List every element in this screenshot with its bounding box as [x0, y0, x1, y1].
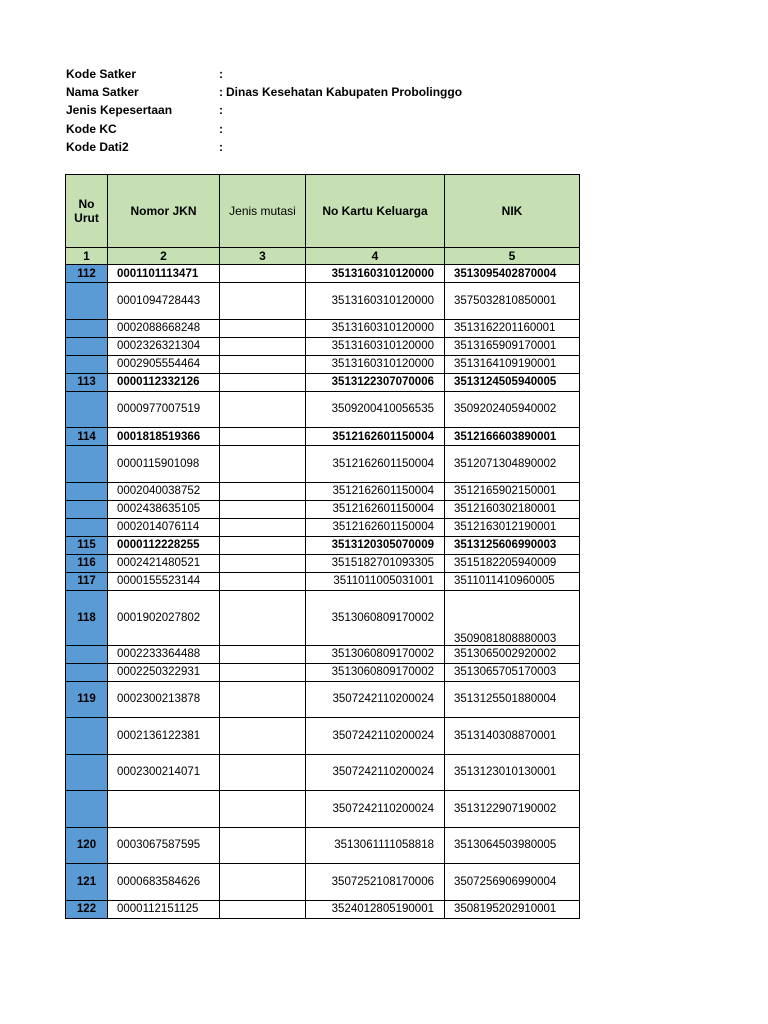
- nomor-jkn-cell: 0000115901098: [108, 446, 220, 483]
- no-urut-cell: 119: [66, 681, 108, 718]
- nik-cell: 3513165909170001: [445, 337, 580, 355]
- nik-cell: 3513122907190002: [445, 791, 580, 828]
- nomor-jkn-cell: 0000112332126: [108, 373, 220, 391]
- no-kartu-keluarga-cell: 3507242110200024: [306, 791, 445, 828]
- nik-cell: 3513064503980005: [445, 827, 580, 864]
- jenis-mutasi-cell: [220, 373, 306, 391]
- meta-sep: :: [219, 121, 223, 136]
- meta-sep: :: [219, 139, 223, 154]
- jenis-mutasi-cell: [220, 355, 306, 373]
- no-kartu-keluarga-cell: 3513160310120000: [306, 283, 445, 320]
- table-row: [66, 572, 580, 590]
- jenis-mutasi-cell: [220, 718, 306, 755]
- nik-cell: 3513125501880004: [445, 681, 580, 718]
- no-urut-cell: 114: [66, 428, 108, 446]
- table-row: [66, 500, 580, 518]
- no-urut-cell: 122: [66, 900, 108, 918]
- no-urut-cell: [66, 446, 108, 483]
- nomor-jkn-cell: 0000683584626: [108, 864, 220, 901]
- header-jenis-mutasi: Jenis mutasi: [220, 175, 306, 248]
- meta-sep: :: [219, 103, 223, 118]
- table-row: [66, 663, 580, 681]
- table-row: [66, 518, 580, 536]
- jenis-mutasi-cell: [220, 265, 306, 283]
- column-number: 1: [66, 248, 108, 265]
- table-row: [66, 355, 580, 373]
- no-kartu-keluarga-cell: 3507242110200024: [306, 718, 445, 755]
- jenis-mutasi-cell: [220, 754, 306, 791]
- nik-cell: 3515182205940009: [445, 554, 580, 572]
- no-urut-cell: 113: [66, 373, 108, 391]
- no-kartu-keluarga-cell: 3513060809170002: [306, 663, 445, 681]
- no-kartu-keluarga-cell: 3513160310120000: [306, 337, 445, 355]
- no-kartu-keluarga-cell: 3513160310120000: [306, 355, 445, 373]
- nik-cell: 3512071304890002: [445, 446, 580, 483]
- jenis-mutasi-cell: [220, 663, 306, 681]
- jenis-mutasi-cell: [220, 645, 306, 663]
- nik-cell: 3513065705170003: [445, 663, 580, 681]
- table-row: [66, 754, 580, 791]
- jenis-mutasi-cell: [220, 681, 306, 718]
- jenis-mutasi-cell: [220, 428, 306, 446]
- nik-cell: 3513065002920002: [445, 645, 580, 663]
- jenis-mutasi-cell: [220, 518, 306, 536]
- no-kartu-keluarga-cell: 3513160310120000: [306, 265, 445, 283]
- nik-cell: 3513095402870004: [445, 265, 580, 283]
- table-row: [66, 827, 580, 864]
- no-urut-cell: [66, 518, 108, 536]
- nomor-jkn-cell: 0002300213878: [108, 681, 220, 718]
- no-kartu-keluarga-cell: 3509200410056535: [306, 391, 445, 428]
- nomor-jkn-cell: 0002300214071: [108, 754, 220, 791]
- meta-label: Kode Satker: [66, 67, 137, 81]
- no-urut-cell: 116: [66, 554, 108, 572]
- nomor-jkn-cell: 0001902027802: [108, 590, 220, 645]
- no-urut-cell: 115: [66, 536, 108, 554]
- no-urut-cell: [66, 718, 108, 755]
- meta-label: Kode Dati2: [66, 139, 129, 154]
- table-row: [66, 446, 580, 483]
- column-number: 2: [108, 248, 220, 265]
- nomor-jkn-cell: 0002040038752: [108, 482, 220, 500]
- no-urut-cell: [66, 319, 108, 337]
- table-row: [66, 554, 580, 572]
- no-urut-cell: 117: [66, 572, 108, 590]
- jenis-mutasi-cell: [220, 827, 306, 864]
- no-kartu-keluarga-cell: 3513160310120000: [306, 319, 445, 337]
- meta-sep: :: [219, 85, 223, 100]
- no-urut-cell: [66, 663, 108, 681]
- column-number: 5: [445, 248, 580, 265]
- nomor-jkn-cell: 0002905554464: [108, 355, 220, 373]
- no-kartu-keluarga-cell: 3513122307070006: [306, 373, 445, 391]
- table-row: [66, 283, 580, 320]
- table-row: [66, 791, 580, 828]
- jenis-mutasi-cell: [220, 500, 306, 518]
- no-kartu-keluarga-cell: 3507252108170006: [306, 864, 445, 901]
- no-kartu-keluarga-cell: 3512162601150004: [306, 428, 445, 446]
- no-urut-cell: 121: [66, 864, 108, 901]
- nik-cell: 3512165902150001: [445, 482, 580, 500]
- no-kartu-keluarga-cell: 3524012805190001: [306, 900, 445, 918]
- nik-cell: 3509081808880003: [445, 590, 580, 645]
- no-urut-cell: 120: [66, 827, 108, 864]
- no-kartu-keluarga-cell: 3511011005031001: [306, 572, 445, 590]
- jenis-mutasi-cell: [220, 319, 306, 337]
- table-row: [66, 590, 580, 645]
- table-row: [66, 900, 580, 918]
- no-urut-cell: 112: [66, 265, 108, 283]
- nik-cell: 3513140308870001: [445, 718, 580, 755]
- no-urut-cell: [66, 754, 108, 791]
- nik-cell: 3513123010130001: [445, 754, 580, 791]
- nomor-jkn-cell: 0003067587595: [108, 827, 220, 864]
- table-row: [66, 681, 580, 718]
- no-kartu-keluarga-cell: 3512162601150004: [306, 446, 445, 483]
- nomor-jkn-cell: 0000112228255: [108, 536, 220, 554]
- nomor-jkn-cell: [108, 791, 220, 828]
- nomor-jkn-cell: 0002326321304: [108, 337, 220, 355]
- nomor-jkn-cell: 0002136122381: [108, 718, 220, 755]
- nomor-jkn-cell: 0001101113471: [108, 265, 220, 283]
- no-kartu-keluarga-cell: 3513060809170002: [306, 645, 445, 663]
- nomor-jkn-cell: 0002438635105: [108, 500, 220, 518]
- no-kartu-keluarga-cell: 3512162601150004: [306, 518, 445, 536]
- header-nomor-jkn: Nomor JKN: [108, 175, 220, 248]
- no-urut-cell: 118: [66, 590, 108, 645]
- meta-label: Nama Satker: [66, 85, 139, 100]
- nik-cell: 3513162201160001: [445, 319, 580, 337]
- table-row: [66, 482, 580, 500]
- table-row: [66, 718, 580, 755]
- table-row: [66, 337, 580, 355]
- table-row: [66, 645, 580, 663]
- jenis-mutasi-cell: [220, 536, 306, 554]
- nomor-jkn-cell: 0002421480521: [108, 554, 220, 572]
- no-urut-cell: [66, 645, 108, 663]
- no-urut-cell: [66, 482, 108, 500]
- nomor-jkn-cell: 0001094728443: [108, 283, 220, 320]
- jenis-mutasi-cell: [220, 900, 306, 918]
- nik-cell: 3575032810850001: [445, 283, 580, 320]
- column-number: 3: [220, 248, 306, 265]
- no-urut-cell: [66, 337, 108, 355]
- jenis-mutasi-cell: [220, 446, 306, 483]
- nik-cell: 3513164109190001: [445, 355, 580, 373]
- nik-cell: 3507256906990004: [445, 864, 580, 901]
- nomor-jkn-cell: 0000977007519: [108, 391, 220, 428]
- jenis-mutasi-cell: [220, 590, 306, 645]
- nik-cell: 3512166603890001: [445, 428, 580, 446]
- participant-table: [65, 174, 580, 919]
- nomor-jkn-cell: 0000155523144: [108, 572, 220, 590]
- jenis-mutasi-cell: [220, 337, 306, 355]
- nik-cell: 3508195202910001: [445, 900, 580, 918]
- column-number: 4: [306, 248, 445, 265]
- no-urut-cell: [66, 500, 108, 518]
- header-nik: NIK: [445, 175, 580, 248]
- header-row: [66, 175, 580, 248]
- nik-cell: 3512160302180001: [445, 500, 580, 518]
- meta-label: Kode KC: [66, 121, 117, 136]
- jenis-mutasi-cell: [220, 864, 306, 901]
- jenis-mutasi-cell: [220, 572, 306, 590]
- nomor-jkn-cell: 0002233364488: [108, 645, 220, 663]
- nomor-jkn-cell: 0000112151125: [108, 900, 220, 918]
- no-kartu-keluarga-cell: 3513120305070009: [306, 536, 445, 554]
- no-urut-cell: [66, 283, 108, 320]
- nomor-jkn-cell: 0002088668248: [108, 319, 220, 337]
- table-row: [66, 319, 580, 337]
- jenis-mutasi-cell: [220, 283, 306, 320]
- nik-cell: 3513125606990003: [445, 536, 580, 554]
- header-no-urut: No Urut: [66, 175, 108, 248]
- no-kartu-keluarga-cell: 3507242110200024: [306, 681, 445, 718]
- no-urut-cell: [66, 355, 108, 373]
- jenis-mutasi-cell: [220, 391, 306, 428]
- no-kartu-keluarga-cell: 3507242110200024: [306, 754, 445, 791]
- nomor-jkn-cell: 0002014076114: [108, 518, 220, 536]
- no-kartu-keluarga-cell: 3512162601150004: [306, 500, 445, 518]
- meta-sep: :: [219, 67, 223, 81]
- jenis-mutasi-cell: [220, 482, 306, 500]
- no-kartu-keluarga-cell: 3512162601150004: [306, 482, 445, 500]
- no-kartu-keluarga-cell: 3513061111058818: [306, 827, 445, 864]
- nomor-jkn-cell: 0001818519366: [108, 428, 220, 446]
- table-row: [66, 373, 580, 391]
- column-number-row: [66, 248, 580, 265]
- header-no-kartu-keluarga: No Kartu Keluarga: [306, 175, 445, 248]
- no-kartu-keluarga-cell: 3515182701093305: [306, 554, 445, 572]
- table-row: [66, 391, 580, 428]
- no-kartu-keluarga-cell: 3513060809170002: [306, 590, 445, 645]
- nik-cell: 3509202405940002: [445, 391, 580, 428]
- jenis-mutasi-cell: [220, 791, 306, 828]
- meta-value: Dinas Kesehatan Kabupaten Probolinggo: [226, 85, 463, 100]
- table-row: [66, 864, 580, 901]
- nomor-jkn-cell: 0002250322931: [108, 663, 220, 681]
- table-row: [66, 265, 580, 283]
- nik-cell: 3513124505940005: [445, 373, 580, 391]
- no-urut-cell: [66, 391, 108, 428]
- no-urut-cell: [66, 791, 108, 828]
- nik-cell: 3512163012190001: [445, 518, 580, 536]
- meta-label: Jenis Kepesertaan: [66, 103, 173, 118]
- table-row: [66, 536, 580, 554]
- nik-cell: 3511011410960005: [445, 572, 580, 590]
- jenis-mutasi-cell: [220, 554, 306, 572]
- table-row: [66, 428, 580, 446]
